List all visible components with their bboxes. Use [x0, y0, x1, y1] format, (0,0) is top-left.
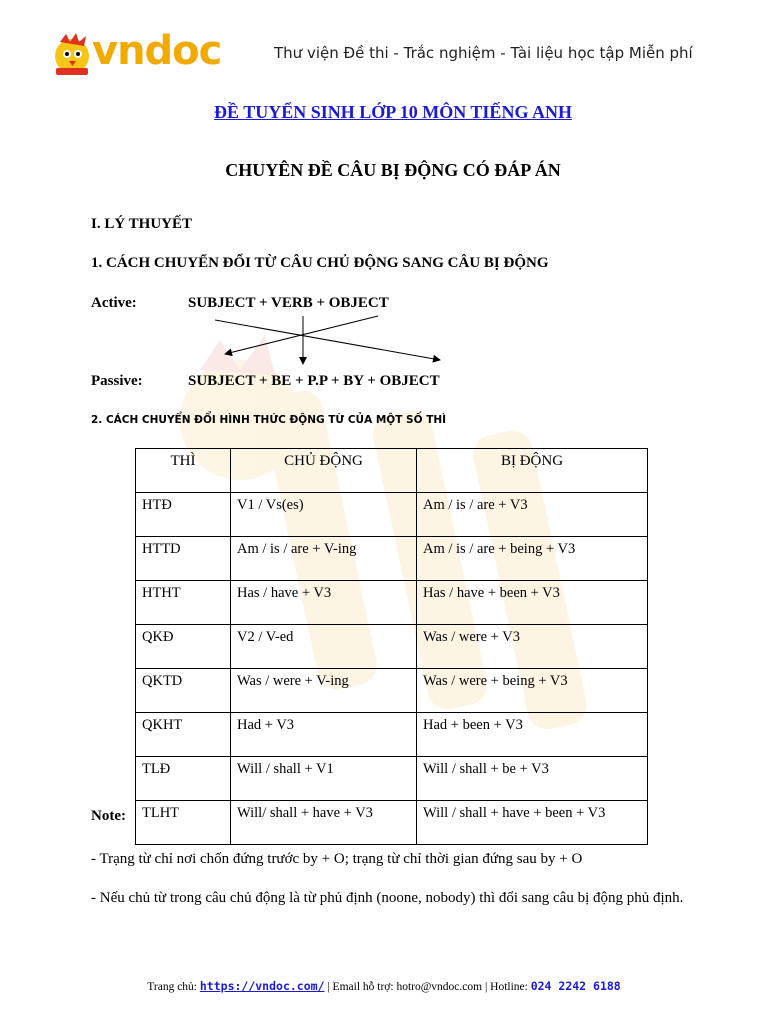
note-heading: Note:	[91, 808, 126, 824]
passive-cell: Am / is / are + V3	[417, 493, 648, 537]
header-tagline: Thư viện Đề thi - Trắc nghiệm - Tài liệu học tập Miễn phí	[274, 44, 693, 62]
table-row	[136, 493, 648, 537]
arrow-subject-to-object	[215, 320, 440, 360]
passive-cell: Has / have + been + V3	[417, 581, 648, 625]
footer-home-label: Trang chủ:	[147, 981, 197, 993]
passive-cell: Had + been + V3	[417, 713, 648, 757]
note-item: - Trạng từ chỉ nơi chốn đứng trước by + O; trạng từ chỉ thời gian đứng sau by + O	[91, 851, 583, 867]
tense-cell: HTHT	[136, 581, 231, 625]
tense-cell: TLĐ	[136, 757, 231, 801]
active-cell: Has / have + V3	[231, 581, 417, 625]
column-header-tense: THÌ	[136, 449, 231, 493]
conversion-arrows	[215, 312, 455, 372]
active-cell: V2 / V-ed	[231, 625, 417, 669]
passive-formula: SUBJECT + BE + P.P + BY + OBJECT	[188, 373, 440, 389]
active-cell: V1 / Vs(es)	[231, 493, 417, 537]
table-row	[136, 669, 648, 713]
active-cell: Had + V3	[231, 713, 417, 757]
table-row	[136, 757, 648, 801]
tense-conversion-table	[135, 448, 648, 845]
passive-label: Passive:	[91, 373, 143, 389]
table-row	[136, 581, 648, 625]
passive-cell: Was / were + V3	[417, 625, 648, 669]
tense-cell: QKTD	[136, 669, 231, 713]
document-title: ĐỀ TUYỂN SINH LỚP 10 MÔN TIẾNG ANH	[214, 102, 572, 122]
tense-cell: TLHT	[136, 801, 231, 845]
table-row	[136, 713, 648, 757]
section-heading-conversion: 1. CÁCH CHUYỂN ĐỔI TỪ CÂU CHỦ ĐỘNG SANG CÂU BỊ ĐỘNG	[91, 255, 549, 271]
active-formula: SUBJECT + VERB + OBJECT	[188, 295, 389, 311]
table-row	[136, 801, 648, 845]
passive-cell: Was / were + being + V3	[417, 669, 648, 713]
table-row	[136, 537, 648, 581]
page-footer	[0, 979, 768, 993]
active-cell: Was / were + V-ing	[231, 669, 417, 713]
tense-cell: QKHT	[136, 713, 231, 757]
mascot-icon	[52, 32, 96, 78]
active-label: Active:	[91, 295, 137, 311]
column-header-passive: BỊ ĐỘNG	[417, 449, 648, 493]
section-heading-theory: I. LÝ THUYẾT	[91, 216, 193, 232]
vndoc-logo[interactable]	[52, 28, 222, 78]
passive-cell: Will / shall + have + been + V3	[417, 801, 648, 845]
passive-cell: Will / shall + be + V3	[417, 757, 648, 801]
active-cell: Am / is / are + V-ing	[231, 537, 417, 581]
section-heading-tenses: 2. CÁCH CHUYỂN ĐỔI HÌNH THỨC ĐỘNG TỪ CỦA MỘT SỐ THÌ	[91, 414, 447, 426]
document-subtitle: CHUYÊN ĐỀ CÂU BỊ ĐỘNG CÓ ĐÁP ÁN	[225, 160, 561, 180]
logo-text: vndoc	[92, 28, 222, 74]
table-row	[136, 625, 648, 669]
column-header-active: CHỦ ĐỘNG	[231, 449, 417, 493]
note-item: - Nếu chủ từ trong câu chủ động là từ phủ định (noone, nobody) thì đổi sang câu bị động phủ định.	[91, 890, 684, 906]
active-cell: Will/ shall + have + V3	[231, 801, 417, 845]
table-header-row	[136, 449, 648, 493]
tense-cell: QKĐ	[136, 625, 231, 669]
footer-contact-text: | Email hỗ trợ: hotro@vndoc.com | Hotline:	[327, 981, 528, 993]
tense-cell: HTĐ	[136, 493, 231, 537]
active-cell: Will / shall + V1	[231, 757, 417, 801]
footer-home-link[interactable]: https://vndoc.com/	[199, 979, 325, 993]
passive-cell: Am / is / are + being + V3	[417, 537, 648, 581]
tense-cell: HTTD	[136, 537, 231, 581]
footer-hotline: 024 2242 6188	[530, 979, 621, 993]
